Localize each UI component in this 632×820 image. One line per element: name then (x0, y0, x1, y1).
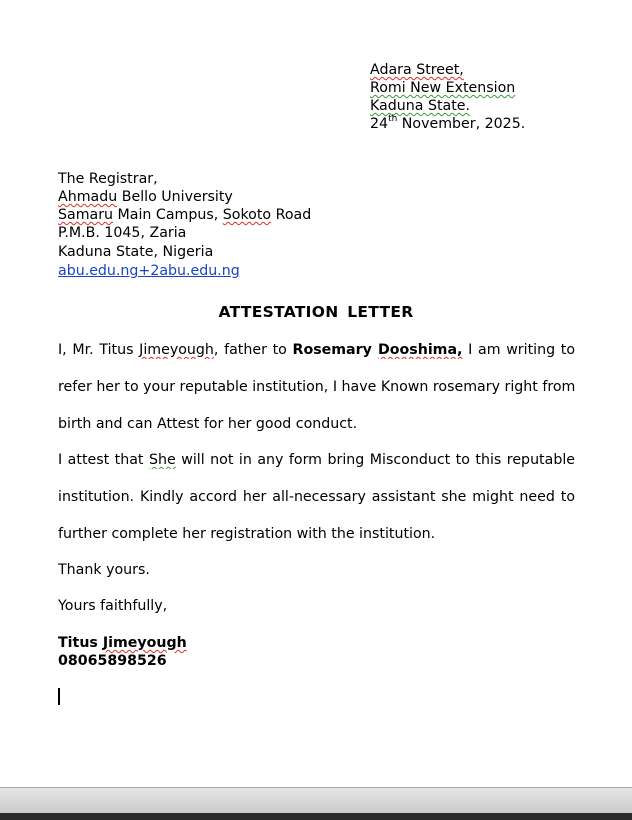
paragraph-line: further complete her registration with the institution. (58, 526, 436, 542)
text-run: , father to (213, 342, 293, 358)
grammar-underlined-text: Kaduna State. (370, 98, 471, 114)
university-name-rest: Bello University (117, 189, 233, 205)
signature-phone: 08065898526 (58, 653, 167, 669)
campus-text: Main Campus, (113, 207, 223, 223)
spell-underlined-word: Samaru (58, 207, 114, 223)
paragraph-line (58, 451, 575, 469)
recipient-title: The Registrar, (58, 171, 158, 187)
spell-underlined-word: Jimeyough (102, 635, 187, 651)
spell-underlined-word: Adara Street, (370, 62, 464, 78)
bold-name: Rosemary (292, 342, 378, 358)
paragraph-line (58, 341, 575, 359)
status-bar (0, 787, 632, 814)
recipient-pmb: P.M.B. 1045, Zaria (58, 225, 187, 241)
email-hyperlink[interactable]: abu.edu.ng+2abu.edu.ng (58, 263, 240, 279)
text-run: I, Mr. Titus (58, 342, 140, 358)
grammar-underlined-text: Romi New Extension (370, 80, 516, 96)
bold-spell-underlined-name: Dooshima, (378, 342, 463, 358)
text-run: I attest that (58, 452, 149, 468)
spell-underlined-word: Ahmadu (58, 189, 118, 205)
letter-date (370, 115, 525, 133)
signature-name (58, 634, 187, 652)
spell-underlined-word: Jimeyough (139, 342, 214, 358)
signature-first-name: Titus (58, 635, 103, 651)
paragraph-line: refer her to your reputable institution, I have Known rosemary right from (58, 379, 575, 395)
date-month-year: November, 2025. (397, 116, 526, 132)
paragraph-line: institution. Kindly accord her all-necessary assistant she might need to (58, 489, 575, 505)
text-cursor (58, 688, 60, 705)
closing-line: Yours faithfully, (58, 598, 168, 614)
sender-area (370, 79, 515, 97)
recipient-university (58, 188, 233, 206)
recipient-campus (58, 206, 311, 224)
date-ordinal-suffix: th (388, 114, 398, 125)
letter-heading: ATTESTATION LETTER (218, 303, 414, 321)
recipient-state: Kaduna State, Nigeria (58, 244, 214, 260)
paragraph-line: birth and can Attest for her good conduct. (58, 416, 358, 432)
grammar-underlined-word: She (149, 452, 176, 468)
sender-street (370, 61, 464, 79)
spell-underlined-word: Sokoto (222, 207, 272, 223)
text-run: will not in any form bring Misconduct to this reputable (175, 452, 575, 468)
thanks-line: Thank yours. (58, 562, 150, 578)
campus-text-end: Road (271, 207, 312, 223)
sender-state (370, 97, 470, 115)
window-bottom-edge (0, 813, 632, 820)
text-run: I am writing to (462, 342, 575, 358)
date-day: 24 (370, 116, 389, 132)
recipient-email (58, 262, 240, 280)
